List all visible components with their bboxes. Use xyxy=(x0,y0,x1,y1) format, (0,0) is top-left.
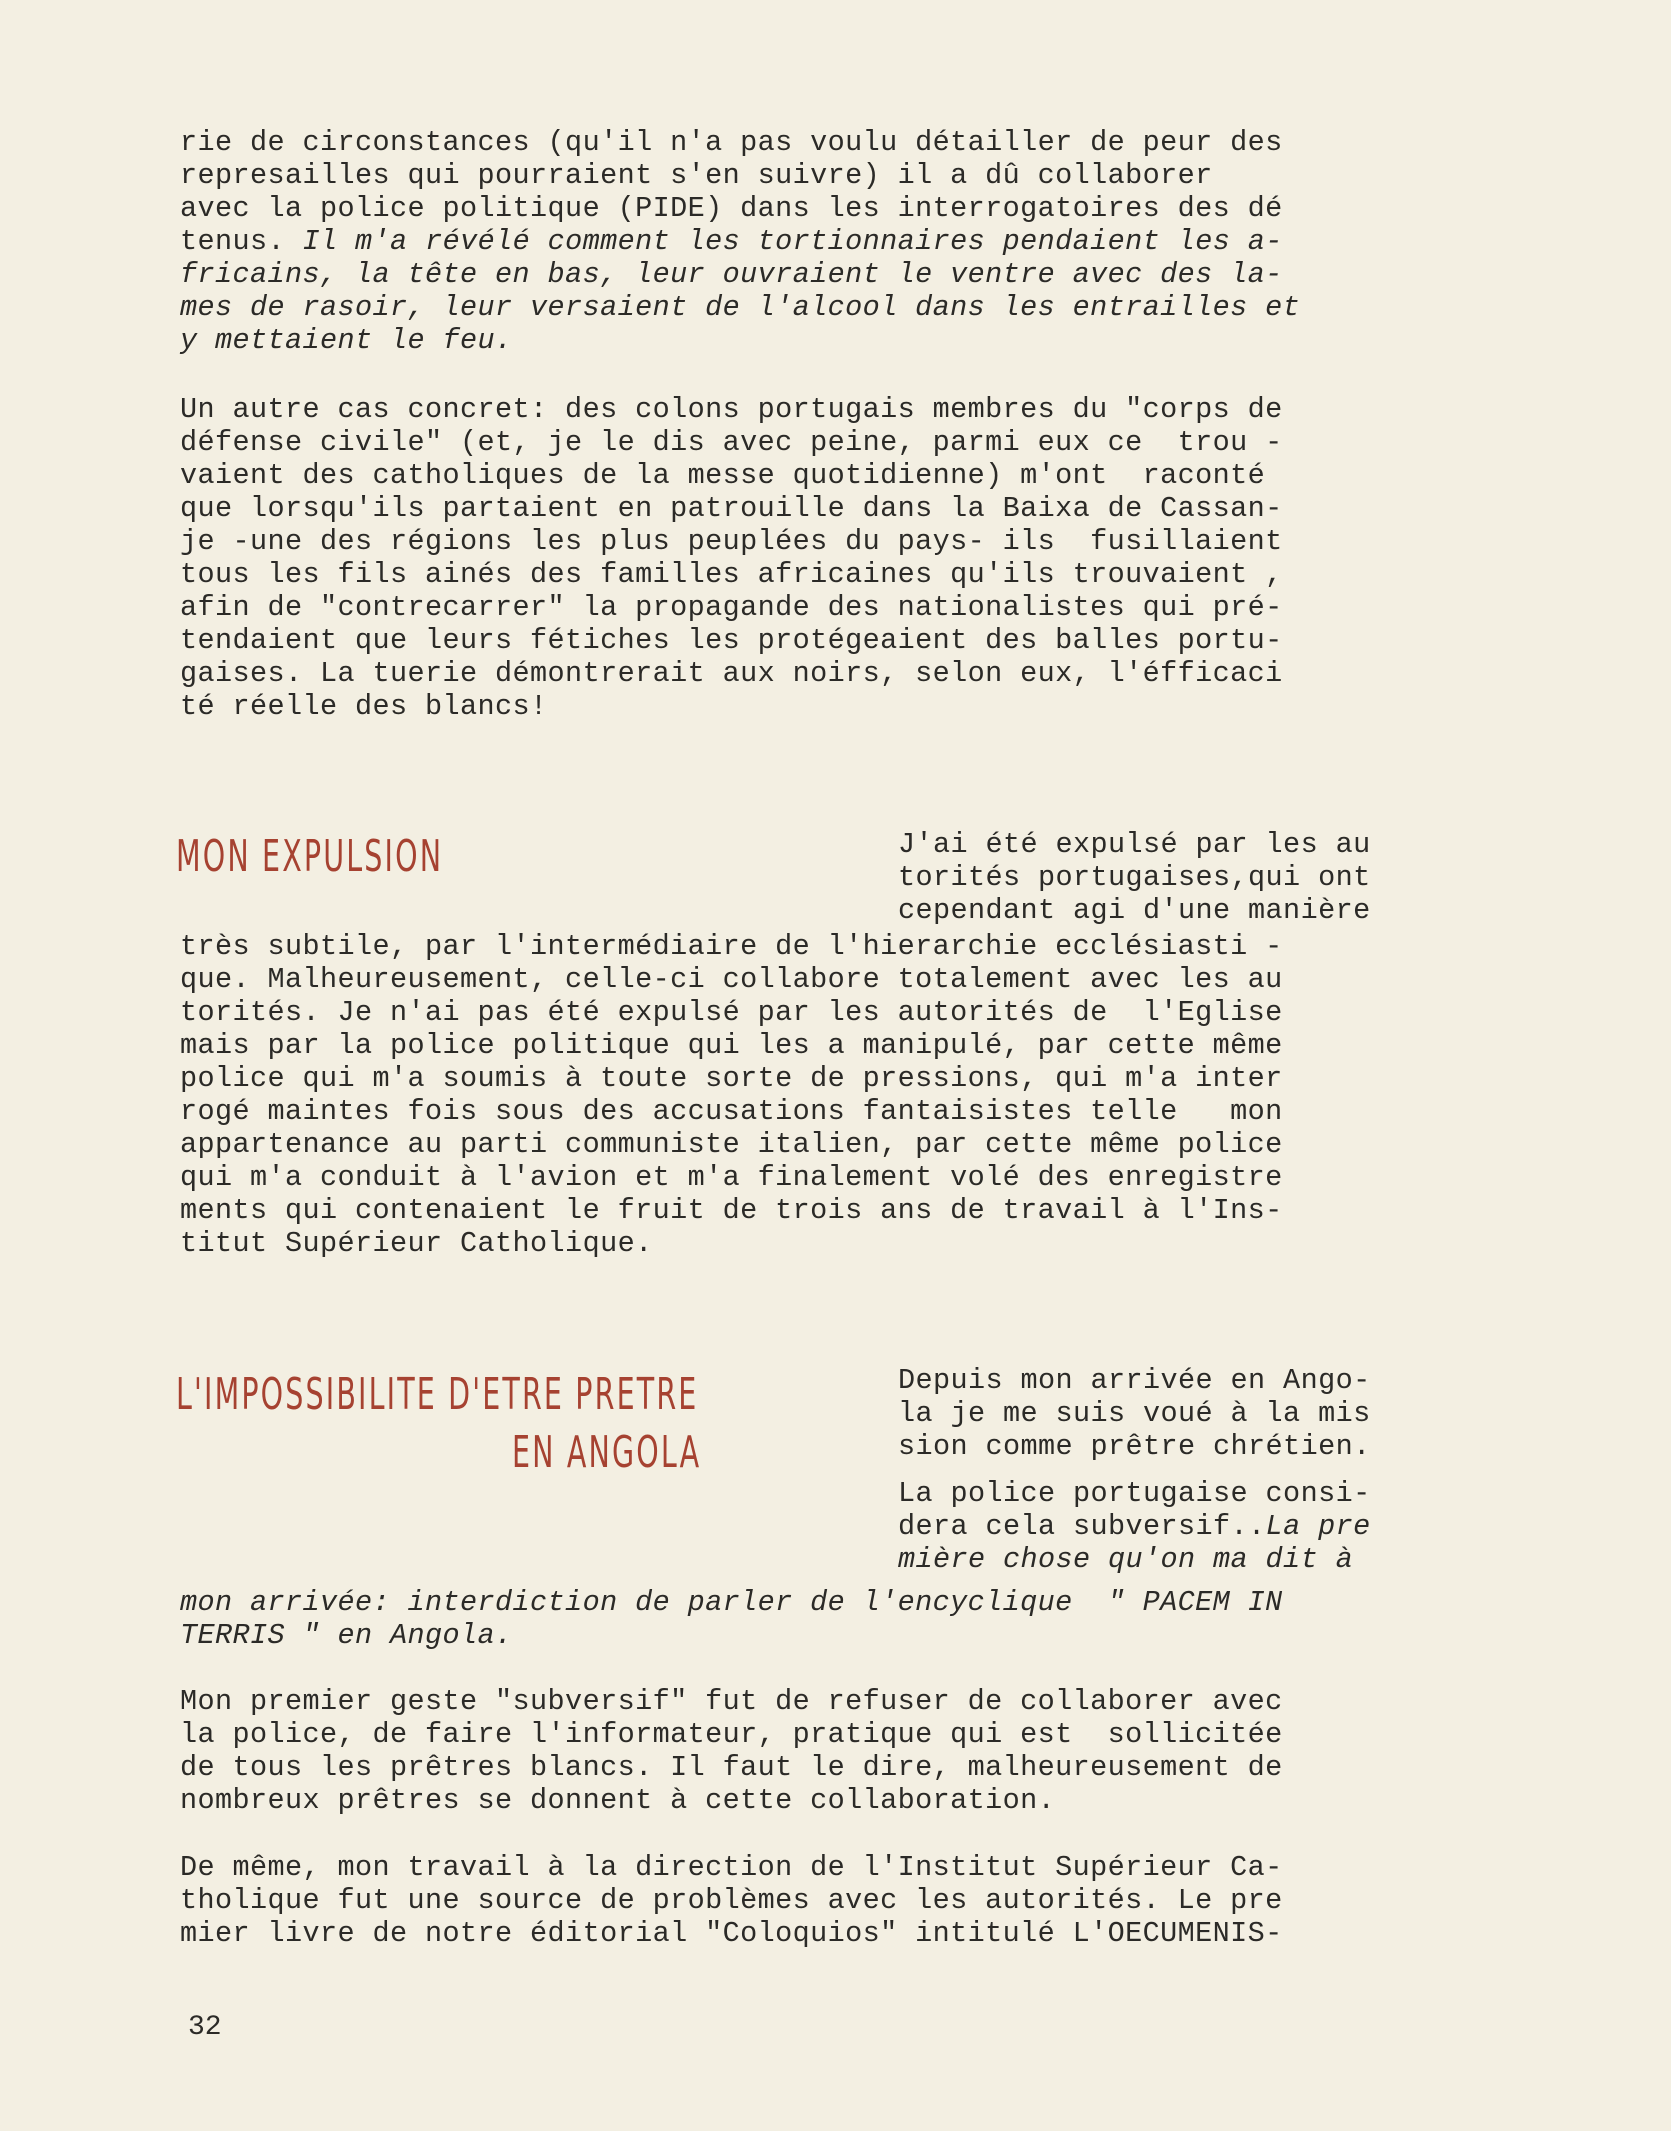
text-line xyxy=(898,1510,1371,1543)
paragraph-2 xyxy=(180,393,1440,723)
section-1-body xyxy=(180,930,1440,1260)
section-heading-expulsion: MON EXPULSION xyxy=(176,831,444,882)
text-line: de tous les prêtres blancs. Il faut le dire, malheureusement de xyxy=(180,1751,1283,1784)
section-heading-line-2: EN ANGOLA xyxy=(512,1427,702,1478)
italic-text-line: mon arrivée: interdiction de parler de l'encyclique " PACEM IN xyxy=(180,1586,1283,1619)
text-line: torités portugaises,qui ont xyxy=(898,861,1371,894)
text-line: Depuis mon arrivée en Ango- xyxy=(898,1364,1371,1397)
text-line: represailles qui pourraient s'en suivre) il a dû collaborer xyxy=(180,159,1213,192)
text-line: J'ai été expulsé par les au xyxy=(898,828,1371,861)
text-line: tholique fut une source de problèmes avec les autorités. Le pre xyxy=(180,1884,1283,1917)
text-line: que lorsqu'ils partaient en patrouille dans la Baixa de Cassan- xyxy=(180,492,1283,525)
text-line: appartenance au parti communiste italien, par cette même police xyxy=(180,1128,1283,1161)
text-line: qui m'a conduit à l'avion et m'a finalement volé des enregistre xyxy=(180,1161,1283,1194)
text-line: police qui m'a soumis à toute sorte de pressions, qui m'a inter xyxy=(180,1062,1283,1095)
text-line: afin de "contrecarrer" la propagande des nationalistes qui pré- xyxy=(180,591,1283,624)
paragraph-1 xyxy=(180,126,1440,357)
text-line: mier livre de notre éditorial "Coloquios" intitulé L'OECUMENIS- xyxy=(180,1917,1283,1950)
text-line: té réelle des blancs! xyxy=(180,690,548,723)
text-line: ments qui contenaient le fruit de trois ans de travail à l'Ins- xyxy=(180,1194,1283,1227)
section-heading-line-1: L'IMPOSSIBILITE D'ETRE PRETRE xyxy=(176,1369,699,1420)
paragraph-4 xyxy=(180,1851,1440,1950)
text-fragment: dera cela subversif.. xyxy=(898,1510,1266,1543)
italic-text-line: TERRIS " en Angola. xyxy=(180,1619,513,1652)
section-1-side-text xyxy=(898,828,1371,927)
text-line: la police, de faire l'informateur, pratique qui est sollicitée xyxy=(180,1718,1283,1751)
text-line: tendaient que leurs fétiches les protégeaient des balles portu- xyxy=(180,624,1283,657)
italic-text-line: mes de rasoir, leur versaient de l'alcool dans les entrailles et xyxy=(180,291,1301,324)
italic-text-fragment: La pre xyxy=(1265,1510,1371,1543)
text-line: rie de circonstances (qu'il n'a pas voulu détailler de peur des xyxy=(180,126,1283,159)
text-line: très subtile, par l'intermédiaire de l'hierarchie ecclésiasti - xyxy=(180,930,1283,963)
text-fragment: tenus. xyxy=(180,225,286,258)
italic-text-fragment: Il m'a révélé comment les tortionnaires pendaient les a- xyxy=(302,225,1283,258)
text-line: Un autre cas concret: des colons portugais membres du "corps de xyxy=(180,393,1283,426)
italic-text-line: fricains, la tête en bas, leur ouvraient le ventre avec des la- xyxy=(180,258,1283,291)
text-line: titut Supérieur Catholique. xyxy=(180,1227,653,1260)
text-line: rogé maintes fois sous des accusations fantaisistes telle mon xyxy=(180,1095,1283,1128)
page-number: 32 xyxy=(188,2012,222,2043)
text-line: vaient des catholiques de la messe quotidienne) m'ont raconté xyxy=(180,459,1266,492)
text-line: je -une des régions les plus peuplées du pays- ils fusillaient xyxy=(180,525,1283,558)
text-line: De même, mon travail à la direction de l'Institut Supérieur Ca- xyxy=(180,1851,1283,1884)
text-line: défense civile" (et, je le dis avec peine, parmi eux ce trou - xyxy=(180,426,1283,459)
section-2-side-text xyxy=(898,1364,1371,1576)
text-line: la je me suis voué à la mis xyxy=(898,1397,1371,1430)
text-line: tous les fils ainés des familles africaines qu'ils trouvaient , xyxy=(180,558,1283,591)
text-line: cependant agi d'une manière xyxy=(898,894,1371,927)
text-line: Mon premier geste "subversif" fut de refuser de collaborer avec xyxy=(180,1685,1283,1718)
paragraph-3 xyxy=(180,1685,1440,1817)
text-line xyxy=(180,225,1440,258)
italic-text-line: y mettaient le feu. xyxy=(180,324,513,357)
text-line: que. Malheureusement, celle-ci collabore totalement avec les au xyxy=(180,963,1283,996)
section-2-body xyxy=(180,1586,1440,1652)
text-line: La police portugaise consi- xyxy=(898,1477,1371,1510)
text-line: gaises. La tuerie démontrerait aux noirs, selon eux, l'éfficaci xyxy=(180,657,1283,690)
text-line: torités. Je n'ai pas été expulsé par les autorités de l'Eglise xyxy=(180,996,1283,1029)
text-line: mais par la police politique qui les a manipulé, par cette même xyxy=(180,1029,1283,1062)
italic-text-line: mière chose qu'on ma dit à xyxy=(898,1543,1354,1576)
text-line: avec la police politique (PIDE) dans les interrogatoires des dé xyxy=(180,192,1283,225)
text-line: sion comme prêtre chrétien. xyxy=(898,1430,1371,1463)
text-line: nombreux prêtres se donnent à cette collaboration. xyxy=(180,1784,1056,1817)
